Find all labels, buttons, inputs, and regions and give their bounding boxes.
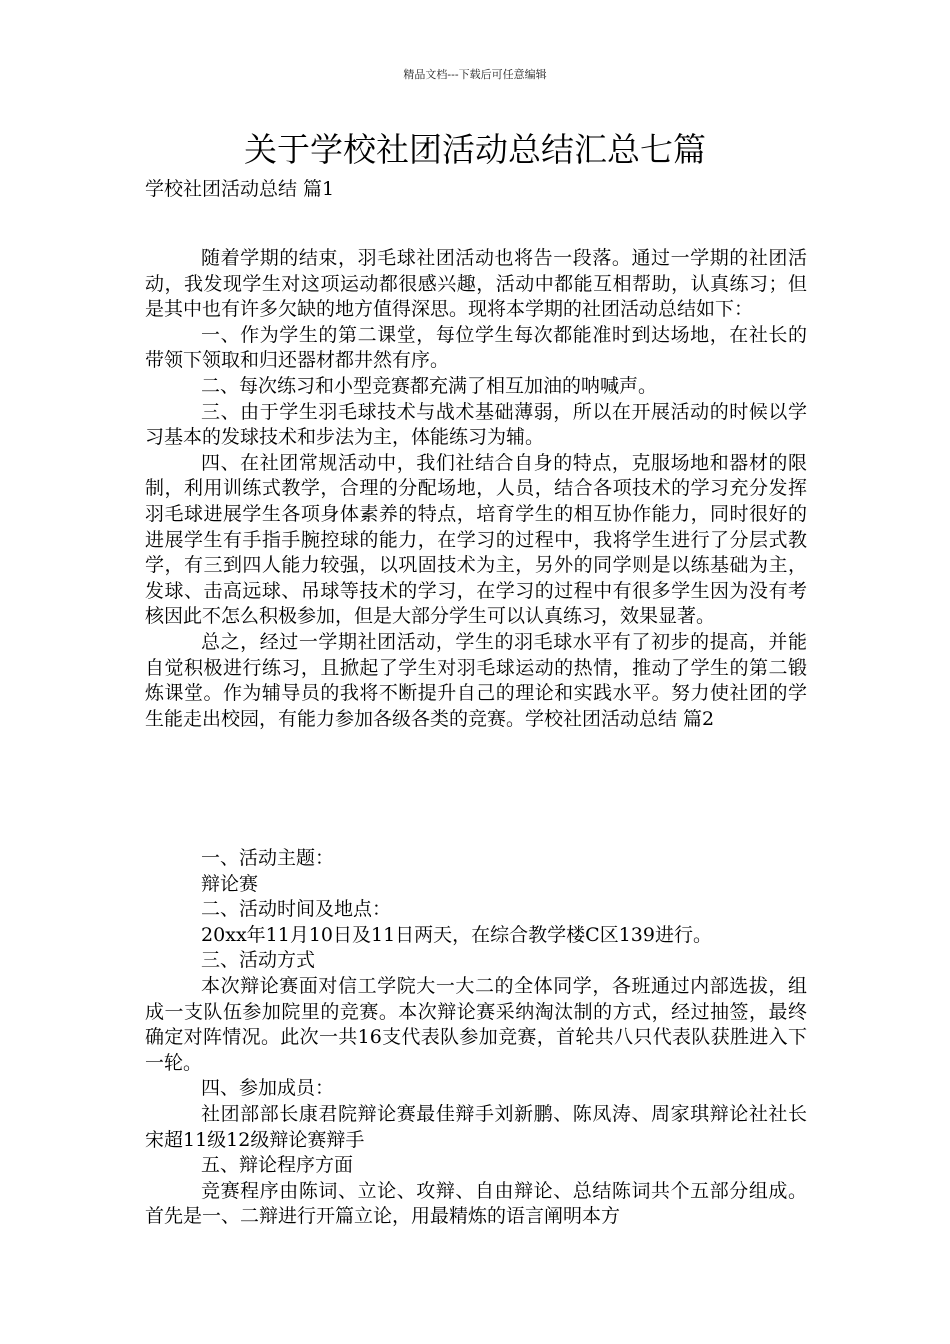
paragraph: 四、在社团常规活动中，我们社结合自身的特点，克服场地和器材的限制，利用训练式教学，合理的分配场地，人员，结合各项技术的学习充分发挥羽毛球进展学生各项身体素养的特点，培育学生的相互协作能力，同时很好的进展学生有手指手腕控球的能力，在学习的过程中，我将学生进行了分层式教学，有三到四人能力较强，以巩固技术为主，另外的同学则是以练基础为主，发球、击高远球、吊球等技术的学习，在学习的过程中有很多学生因为没有考核因此不怎么积极参加，但是大部分学生可以认真练习，效果显著。 [145,451,807,628]
header-watermark: 精品文档---下载后可任意编辑 [403,68,547,81]
paragraph: 二、每次练习和小型竞赛都充满了相互加油的呐喊声。 [201,374,658,397]
paragraph: 20xx年11月10日及11日两天，在综合教学楼C区139进行。 [201,923,712,946]
paragraph: 一、作为学生的第二课堂，每位学生每次都能准时到达场地，在社长的带领下领取和归还器材都井然有序。 [145,323,807,372]
paragraph: 五、辩论程序方面 [201,1154,354,1177]
paragraph: 社团部部长康君院辩论赛最佳辩手刘新鹏、陈凤涛、周家琪辩论社社长宋超11级12级辩论赛辩手 [145,1102,807,1151]
paragraph: 总之，经过一学期社团活动，学生的羽毛球水平有了初步的提高，并能自觉积极进行练习，且掀起了学生对羽毛球运动的热情，推动了学生的第二锻炼课堂。作为辅导员的我将不断提升自己的理论和实践水平。努力使社团的学生能走出校园，有能力参加各级各类的竞赛。学校社团活动总结 篇2 [145,630,807,730]
paragraph: 三、活动方式 [201,949,316,972]
paragraph: 一、活动主题： [201,847,335,869]
paragraph: 四、参加成员： [201,1077,335,1100]
paragraph: 三、由于学生羽毛球技术与战术基础薄弱，所以在开展活动的时候以学习基本的发球技术和步法为主，体能练习为辅。 [145,400,807,449]
paragraph: 辩论赛 [201,872,259,895]
section-heading-1: 学校社团活动总结 篇1 [145,178,335,200]
paragraph: 本次辩论赛面对信工学院大一大二的全体同学，各班通过内部选拔，组成一支队伍参加院里的竞赛。本次辩论赛采纳淘汰制的方式，经过抽签，最终确定对阵情况。此次一共16支代表队参加竞赛，首轮共八只代表队获胜进入下一轮。 [145,974,807,1074]
section-2-body [145,846,807,1230]
document-title: 关于学校社团活动总结汇总七篇 [244,130,706,169]
paragraph: 二、活动时间及地点： [201,898,392,921]
paragraph: 随着学期的结束，羽毛球社团活动也将告一段落。通过一学期的社团活动，我发现学生对这项运动都很感兴趣，活动中都能互相帮助，认真练习；但是其中也有许多欠缺的地方值得深思。现将本学期的社团活动总结如下： [145,247,807,321]
section-1-body [145,246,807,732]
paragraph: 竞赛程序由陈词、立论、攻辩、自由辩论、总结陈词共个五部分组成。首先是一、二辩进行开篇立论，用最精炼的语言阐明本方 [145,1179,807,1228]
